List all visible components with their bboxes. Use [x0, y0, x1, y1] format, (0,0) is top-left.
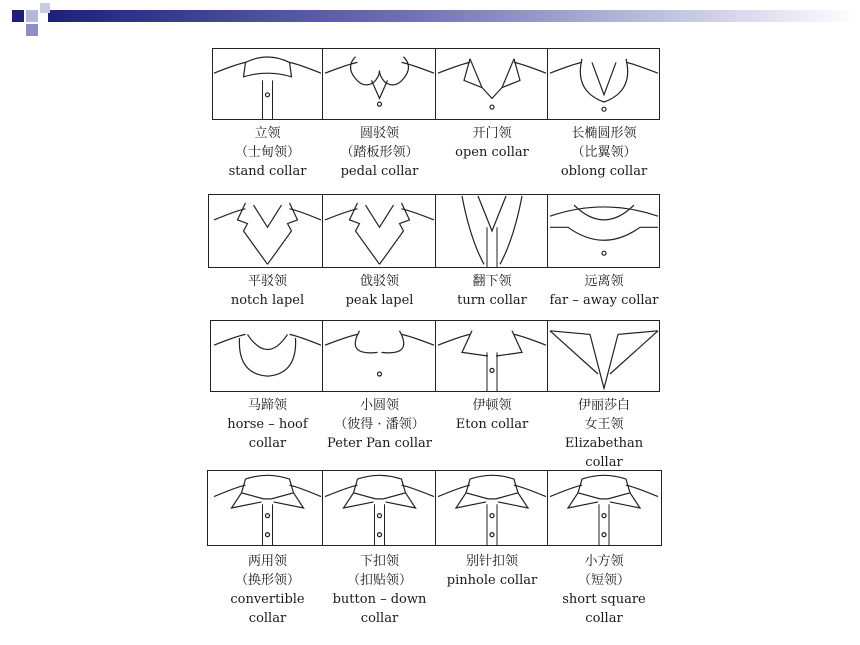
caption-line: pinhole collar — [446, 573, 538, 588]
caption-line: 伊丽莎白 — [577, 398, 630, 413]
caption-line: 伊顿领 — [472, 398, 512, 413]
caption-line: 马蹄领 — [247, 398, 287, 413]
caption-line: stand collar — [228, 164, 307, 179]
elizabethan-collar-illustration — [548, 320, 660, 392]
notch-lapel-caption — [204, 272, 331, 310]
caption-line: far – away collar — [549, 293, 659, 308]
caption-line: （短领） — [577, 573, 630, 588]
caption-line: 小方领 — [584, 554, 624, 569]
caption-line: collar — [248, 611, 287, 626]
caption-line: （换形领） — [234, 573, 300, 588]
pedal-collar-caption — [315, 124, 444, 181]
far-away-collar-illustration — [548, 194, 660, 268]
peak-lapel-caption — [315, 272, 444, 310]
far-away-collar-caption — [540, 272, 668, 310]
stand-collar-illustration — [212, 48, 323, 120]
caption-line: （士甸领） — [234, 145, 300, 160]
caption-line: 戗驳领 — [359, 274, 399, 289]
pedal-collar-illustration — [323, 48, 436, 120]
button-down-collar-illustration — [323, 470, 436, 546]
caption-line: 圆驳领 — [359, 126, 399, 141]
turn-collar-illustration — [436, 194, 548, 268]
short-square-collar-caption — [540, 552, 668, 628]
caption-line: horse – hoof — [227, 417, 308, 432]
horse-hoof-collar-caption — [204, 396, 331, 453]
button-down-collar-caption — [315, 552, 444, 628]
convertible-collar-illustration — [212, 470, 323, 546]
caption-line: （踏板形领） — [340, 145, 419, 160]
open-collar-illustration — [436, 48, 548, 120]
caption-line: 两用领 — [247, 554, 287, 569]
pinhole-collar-caption — [428, 552, 556, 590]
caption-line: 立领 — [254, 126, 281, 141]
caption-line: （彼得 · 潘领） — [334, 417, 425, 432]
caption-line: 女王领 — [584, 417, 624, 432]
notch-lapel-illustration — [212, 194, 323, 268]
peak-lapel-illustration — [323, 194, 436, 268]
oblong-collar-caption — [540, 124, 668, 181]
caption-line: oblong collar — [560, 164, 648, 179]
horse-hoof-collar-illustration — [212, 320, 323, 392]
turn-collar-caption — [428, 272, 556, 310]
caption-line: short square — [562, 592, 646, 607]
caption-line: collar — [585, 455, 623, 470]
eton-collar-illustration — [436, 320, 548, 392]
peter-pan-collar-caption — [315, 396, 444, 453]
caption-line: 下扣领 — [359, 554, 399, 569]
caption-line: button – down — [332, 592, 427, 607]
caption-line: （比翼领） — [571, 145, 637, 160]
peter-pan-collar-illustration — [323, 320, 436, 392]
open-collar-caption — [428, 124, 556, 162]
caption-line: （扣贴领） — [346, 573, 412, 588]
elizabethan-collar-caption — [540, 396, 668, 472]
pinhole-collar-illustration — [436, 470, 548, 546]
caption-line: convertible — [230, 592, 305, 607]
caption-line: Eton collar — [455, 417, 529, 432]
caption-line: peak lapel — [345, 293, 414, 308]
caption-line: Peter Pan collar — [327, 436, 432, 451]
stand-collar-caption — [204, 124, 331, 181]
caption-line: 开门领 — [472, 126, 512, 141]
caption-line: 平驳领 — [247, 274, 287, 289]
caption-line: pedal collar — [340, 164, 419, 179]
caption-line: turn collar — [457, 293, 527, 308]
caption-line: 长椭圆形领 — [571, 126, 637, 141]
caption-line: notch lapel — [230, 293, 305, 308]
eton-collar-caption — [428, 396, 556, 434]
caption-line: open collar — [455, 145, 529, 160]
caption-line: 小圆领 — [359, 398, 399, 413]
caption-line: collar — [248, 436, 287, 451]
caption-line: collar — [585, 611, 623, 626]
caption-line: Elizabethan — [564, 436, 644, 451]
caption-line: 翻下领 — [472, 274, 512, 289]
short-square-collar-illustration — [548, 470, 660, 546]
convertible-collar-caption — [204, 552, 331, 628]
caption-line: 远离领 — [584, 274, 624, 289]
caption-line: 别针扣领 — [465, 554, 518, 569]
oblong-collar-illustration — [548, 48, 660, 120]
caption-line: collar — [360, 611, 399, 626]
